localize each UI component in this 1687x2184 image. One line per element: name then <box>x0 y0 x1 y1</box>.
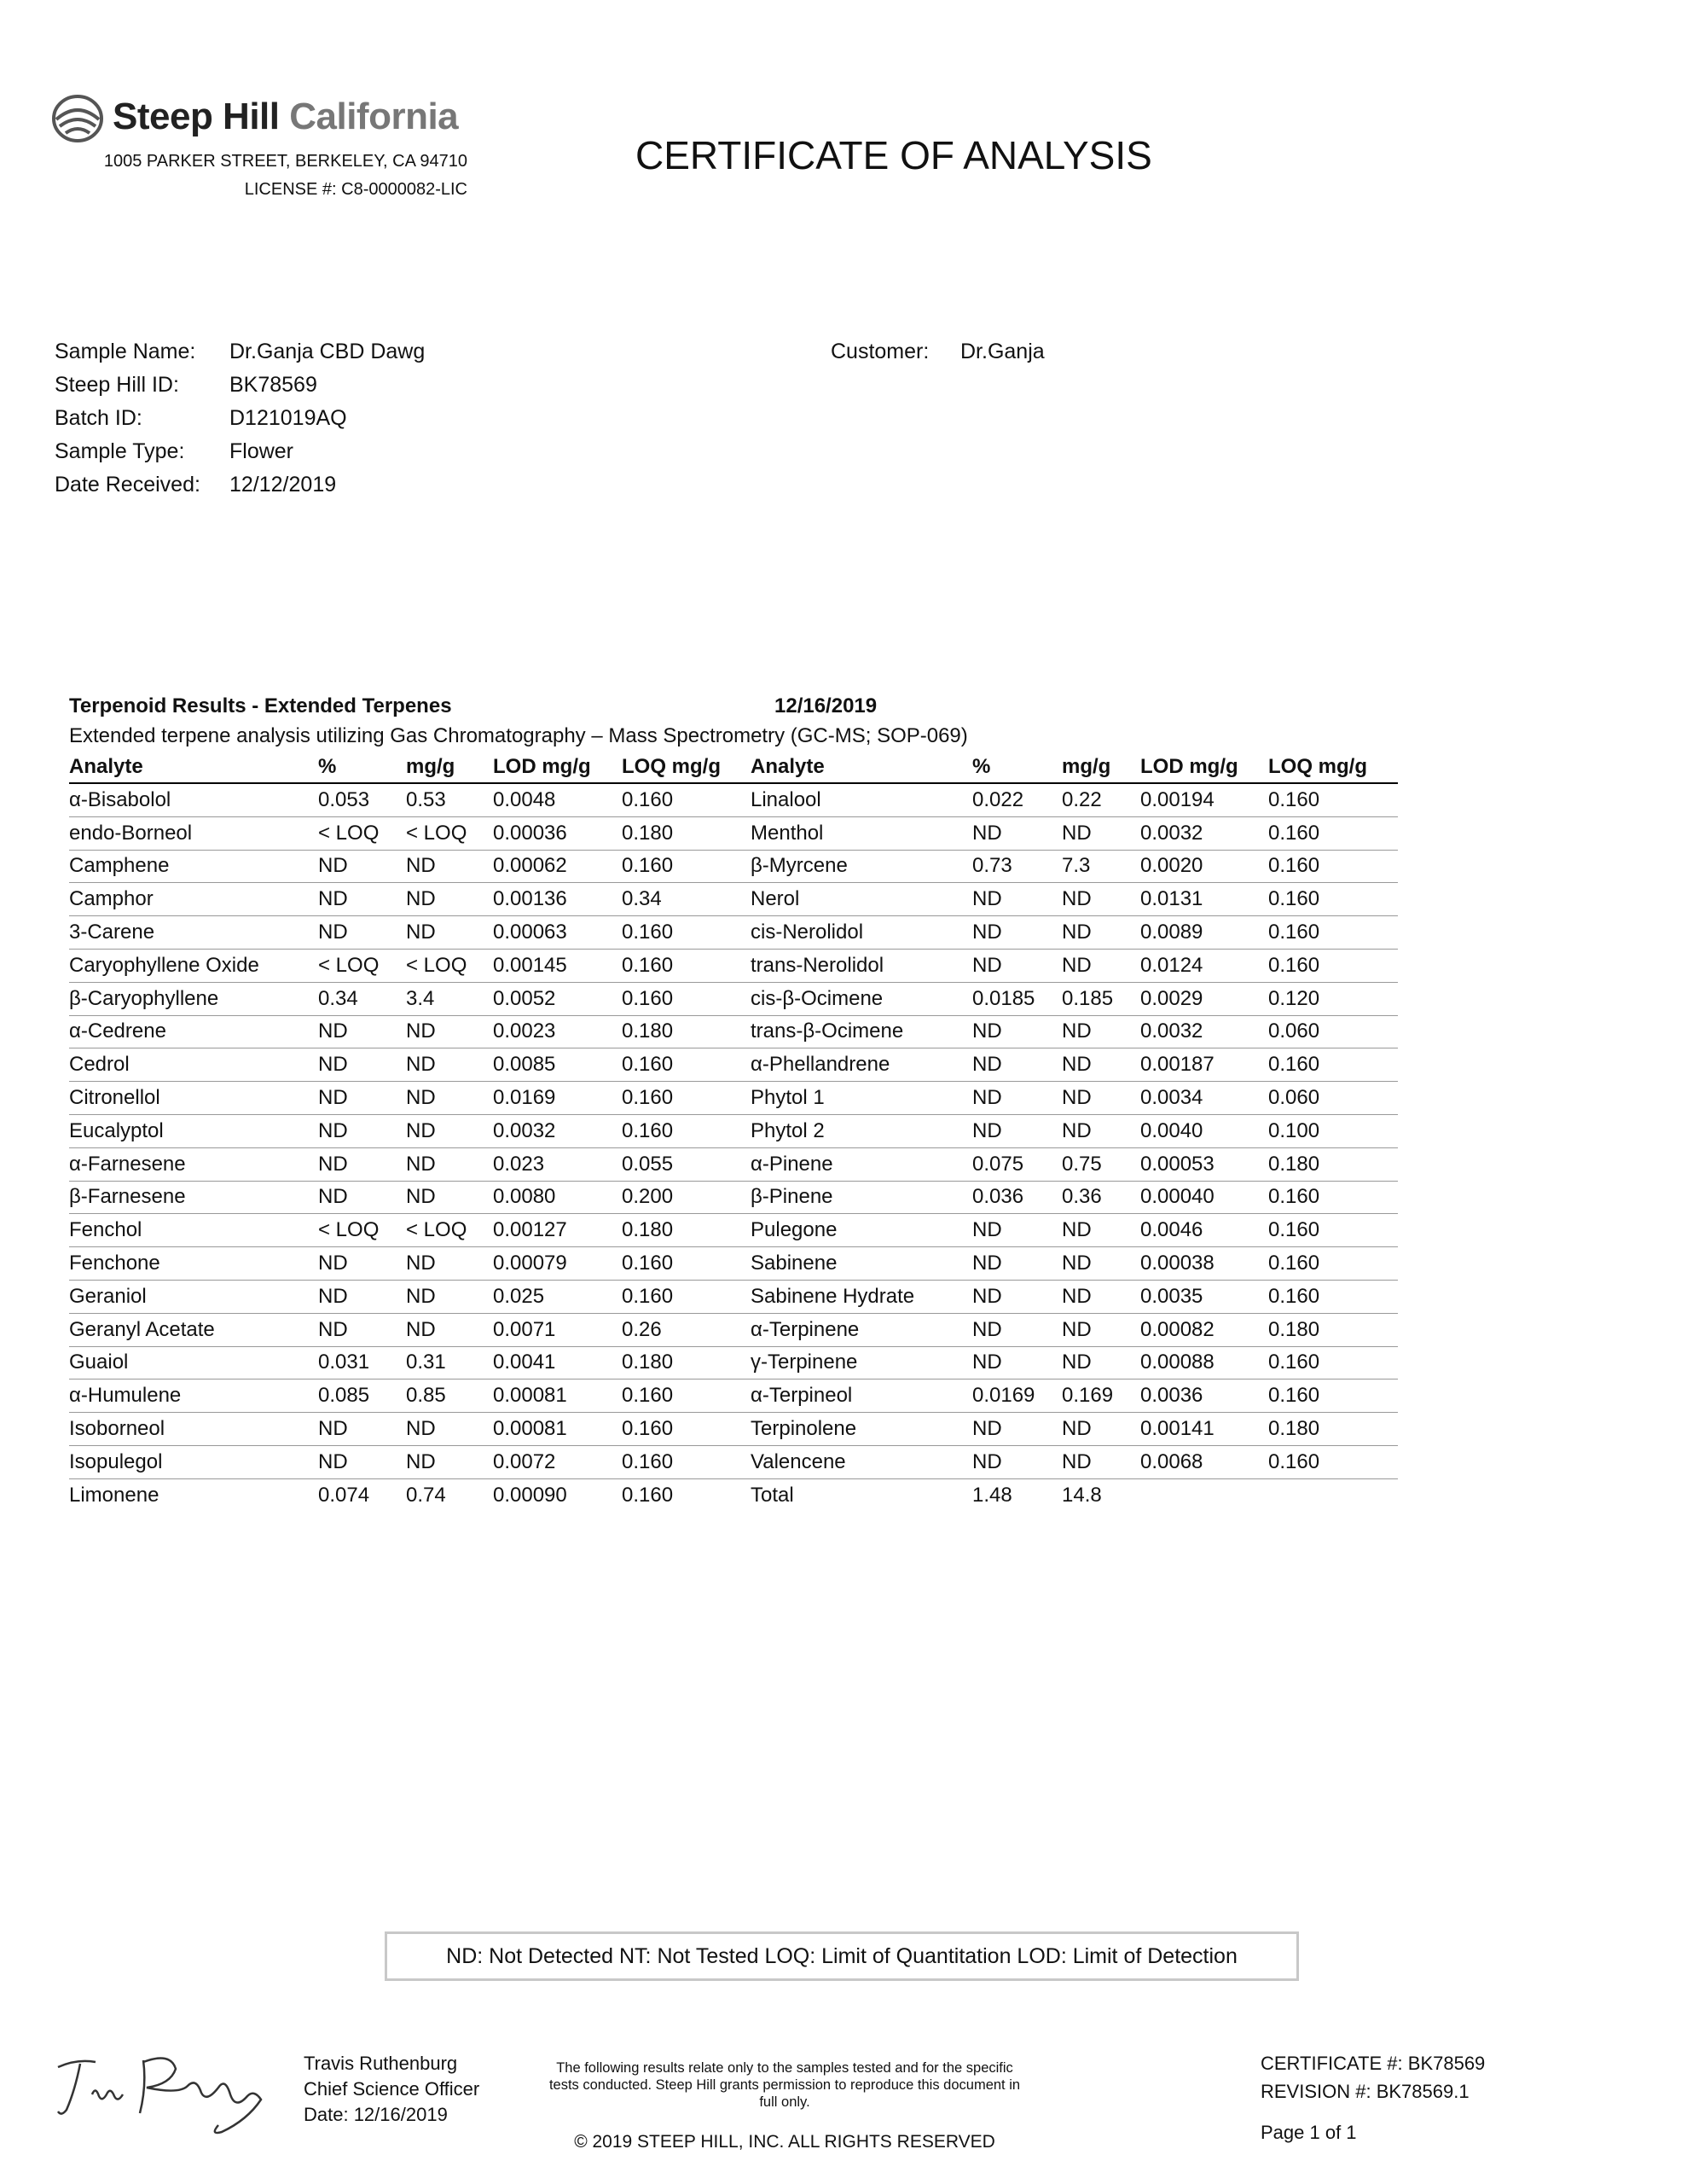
value-cell: 0.0085 <box>493 1048 622 1082</box>
analyte-cell: β-Pinene <box>751 1181 972 1214</box>
value-cell: 0.0035 <box>1140 1280 1268 1313</box>
signer-name: Travis Ruthenburg <box>304 2053 458 2074</box>
value-cell: 0.0040 <box>1140 1114 1268 1147</box>
value-cell: 0.120 <box>1268 982 1398 1015</box>
analyte-cell: Guaiol <box>69 1346 318 1380</box>
analyte-cell: 3-Carene <box>69 916 318 950</box>
value-cell: ND <box>972 1214 1062 1247</box>
date-received-label: Date Received: <box>55 473 200 497</box>
value-cell: 0.160 <box>622 850 751 883</box>
value-cell: 0.00141 <box>1140 1413 1268 1446</box>
steep-hill-id-value: BK78569 <box>229 373 317 397</box>
value-cell: 0.160 <box>1268 1247 1398 1281</box>
value-cell: 0.160 <box>622 1082 751 1115</box>
analyte-cell: Fenchone <box>69 1247 318 1281</box>
value-cell: 0.160 <box>1268 1346 1398 1380</box>
batch-id-value: D121019AQ <box>229 406 347 430</box>
value-cell: 0.160 <box>622 916 751 950</box>
value-cell: 0.160 <box>1268 916 1398 950</box>
value-cell: ND <box>318 1082 406 1115</box>
table-row <box>69 1082 1398 1115</box>
value-cell: 0.00136 <box>493 883 622 916</box>
sample-name-label: Sample Name: <box>55 340 196 363</box>
value-cell: 0.00081 <box>493 1380 622 1413</box>
value-cell: 0.160 <box>1268 816 1398 850</box>
value-cell: ND <box>318 1048 406 1082</box>
document-title: CERTIFICATE OF ANALYSIS <box>635 133 1152 177</box>
results-title: Terpenoid Results - Extended Terpenes <box>69 694 452 717</box>
value-cell: 0.185 <box>1062 982 1140 1015</box>
table-row <box>69 1478 1398 1511</box>
column-header: LOQ mg/g <box>622 751 751 783</box>
table-row <box>69 1114 1398 1147</box>
value-cell: ND <box>406 1147 493 1181</box>
value-cell: 0.0034 <box>1140 1082 1268 1115</box>
value-cell: ND <box>972 1247 1062 1281</box>
results-description: Extended terpene analysis utilizing Gas Chromatography – Mass Spectrometry (GC-MS; SOP-069) <box>69 724 968 747</box>
value-cell: 0.160 <box>622 982 751 1015</box>
table-row <box>69 949 1398 982</box>
value-cell: ND <box>318 916 406 950</box>
company-logo <box>51 92 478 145</box>
value-cell: ND <box>1062 1413 1140 1446</box>
value-cell: 0.160 <box>622 949 751 982</box>
value-cell: < LOQ <box>318 816 406 850</box>
value-cell: 0.0032 <box>1140 1015 1268 1048</box>
value-cell: ND <box>1062 1445 1140 1478</box>
analyte-cell: Citronellol <box>69 1082 318 1115</box>
date-received-value: 12/12/2019 <box>229 473 337 497</box>
value-cell: ND <box>972 949 1062 982</box>
value-cell: ND <box>406 1280 493 1313</box>
analyte-cell: trans-β-Ocimene <box>751 1015 972 1048</box>
analyte-cell: endo-Borneol <box>69 816 318 850</box>
value-cell: ND <box>1062 1048 1140 1082</box>
analyte-cell: α-Humulene <box>69 1380 318 1413</box>
value-cell: 0.074 <box>318 1483 370 1507</box>
column-header: % <box>972 751 1062 783</box>
value-cell: ND <box>1062 1346 1140 1380</box>
value-cell: ND <box>406 1114 493 1147</box>
value-cell: 0.160 <box>622 1380 751 1413</box>
analyte-cell: Total <box>751 1483 794 1507</box>
value-cell: 0.160 <box>1268 1181 1398 1214</box>
table-row <box>69 1445 1398 1478</box>
column-header: Analyte <box>751 751 972 783</box>
sample-type-value: Flower <box>229 439 294 463</box>
analyte-cell: Sabinene Hydrate <box>751 1280 972 1313</box>
copyright-text: © 2019 STEEP HILL, INC. ALL RIGHTS RESERVED <box>574 2132 995 2152</box>
value-cell: 0.00038 <box>1140 1247 1268 1281</box>
customer-label: Customer: <box>831 340 930 363</box>
value-cell: 0.160 <box>622 1114 751 1147</box>
value-cell: < LOQ <box>318 949 406 982</box>
analyte-cell: Limonene <box>69 1483 159 1507</box>
value-cell: 0.31 <box>406 1346 493 1380</box>
value-cell: ND <box>318 1015 406 1048</box>
value-cell: 0.0169 <box>493 1082 622 1115</box>
value-cell: ND <box>406 916 493 950</box>
column-header: LOD mg/g <box>493 751 622 783</box>
value-cell: ND <box>406 883 493 916</box>
value-cell: ND <box>406 1082 493 1115</box>
column-header: Analyte <box>69 751 318 783</box>
value-cell: 0.180 <box>622 816 751 850</box>
analyte-cell: Phytol 2 <box>751 1114 972 1147</box>
value-cell: 0.22 <box>1062 783 1140 816</box>
value-cell: < LOQ <box>318 1214 406 1247</box>
value-cell: 0.00187 <box>1140 1048 1268 1082</box>
value-cell: ND <box>972 816 1062 850</box>
value-cell: ND <box>318 1247 406 1281</box>
value-cell: 0.0185 <box>972 982 1062 1015</box>
analyte-cell: trans-Nerolidol <box>751 949 972 982</box>
value-cell: 0.00088 <box>1140 1346 1268 1380</box>
column-header: % <box>318 751 406 783</box>
sample-type-label: Sample Type: <box>55 439 185 463</box>
lab-license: LICENSE #: C8-0000082-LIC <box>244 180 467 199</box>
table-row <box>69 982 1398 1015</box>
table-row <box>69 1380 1398 1413</box>
value-cell: ND <box>972 1015 1062 1048</box>
value-cell: 0.74 <box>406 1483 446 1507</box>
steep-hill-logo-icon <box>51 94 104 143</box>
analyte-cell: cis-β-Ocimene <box>751 982 972 1015</box>
value-cell: 0.75 <box>1062 1147 1140 1181</box>
analyte-cell: Eucalyptol <box>69 1114 318 1147</box>
value-cell: 0.160 <box>1268 1445 1398 1478</box>
table-row <box>69 1181 1398 1214</box>
value-cell: 0.00053 <box>1140 1147 1268 1181</box>
value-cell: 0.160 <box>1268 949 1398 982</box>
value-cell: 0.0124 <box>1140 949 1268 982</box>
value-cell: 0.060 <box>1268 1015 1398 1048</box>
value-cell: ND <box>406 1048 493 1082</box>
value-cell: ND <box>318 883 406 916</box>
customer-value: Dr.Ganja <box>960 340 1045 363</box>
value-cell: ND <box>318 1280 406 1313</box>
table-row <box>69 1280 1398 1313</box>
value-cell: 0.160 <box>1268 1280 1398 1313</box>
value-cell: < LOQ <box>406 816 493 850</box>
value-cell: 0.00082 <box>1140 1313 1268 1346</box>
value-cell: ND <box>972 1048 1062 1082</box>
analyte-cell: Caryophyllene Oxide <box>69 949 318 982</box>
table-header-row <box>69 751 1398 783</box>
lab-address: 1005 PARKER STREET, BERKELEY, CA 94710 <box>103 152 467 171</box>
analyte-cell: Valencene <box>751 1445 972 1478</box>
value-cell: 0.0072 <box>493 1445 622 1478</box>
table-row <box>69 1015 1398 1048</box>
table-row <box>69 850 1398 883</box>
value-cell: ND <box>972 1280 1062 1313</box>
analyte-cell: Menthol <box>751 816 972 850</box>
signer-date: Date: 12/16/2019 <box>304 2104 448 2125</box>
value-cell: 0.00040 <box>1140 1181 1268 1214</box>
value-cell: 0.34 <box>622 883 751 916</box>
value-cell: 0.0029 <box>1140 982 1268 1015</box>
disclaimer-text: The following results relate only to the samples tested and for the specific tests conducted. Steep Hill grants permission to reproduce this document in full only. <box>548 2060 1021 2110</box>
value-cell: 0.00036 <box>493 816 622 850</box>
analyte-cell: Camphene <box>69 850 318 883</box>
table-row <box>69 1147 1398 1181</box>
value-cell: ND <box>406 850 493 883</box>
results-table-body <box>69 783 1398 1512</box>
value-cell: 0.0046 <box>1140 1214 1268 1247</box>
value-cell: 0.00079 <box>493 1247 622 1281</box>
table-row <box>69 883 1398 916</box>
value-cell: 0.0071 <box>493 1313 622 1346</box>
value-cell: 0.160 <box>622 1048 751 1082</box>
value-cell: 0.34 <box>318 982 406 1015</box>
value-cell: ND <box>406 1413 493 1446</box>
value-cell: 1.48 <box>972 1483 1012 1507</box>
signer-title: Chief Science Officer <box>304 2078 480 2100</box>
analyte-cell: Geranyl Acetate <box>69 1313 318 1346</box>
value-cell: 14.8 <box>1062 1483 1102 1507</box>
value-cell: 0.160 <box>1268 1380 1398 1413</box>
value-cell: 0.0131 <box>1140 883 1268 916</box>
value-cell: ND <box>972 1346 1062 1380</box>
value-cell: ND <box>1062 949 1140 982</box>
value-cell <box>1268 1478 1398 1511</box>
value-cell: ND <box>972 883 1062 916</box>
value-cell: 0.022 <box>972 783 1062 816</box>
abbreviation-legend: ND: Not Detected NT: Not Tested LOQ: Limit of Quantitation LOD: Limit of Detection <box>385 1931 1299 1981</box>
value-cell: 0.0089 <box>1140 916 1268 950</box>
value-cell: 0.160 <box>1268 883 1398 916</box>
value-cell: 0.160 <box>1268 783 1398 816</box>
value-cell: 0.180 <box>1268 1313 1398 1346</box>
value-cell: 0.100 <box>1268 1114 1398 1147</box>
value-cell: ND <box>406 1247 493 1281</box>
value-cell: 0.26 <box>622 1313 751 1346</box>
value-cell: 0.180 <box>622 1346 751 1380</box>
analyte-cell: Nerol <box>751 883 972 916</box>
value-cell: 0.160 <box>622 783 751 816</box>
value-cell: ND <box>318 1445 406 1478</box>
value-cell: 0.025 <box>493 1280 622 1313</box>
column-header: LOQ mg/g <box>1268 751 1398 783</box>
analyte-cell: β-Myrcene <box>751 850 972 883</box>
value-cell: 0.160 <box>622 1483 674 1507</box>
value-cell: ND <box>972 1082 1062 1115</box>
certificate-number: CERTIFICATE #: BK78569 <box>1261 2053 1486 2074</box>
value-cell: 0.36 <box>1062 1181 1140 1214</box>
value-cell: 0.180 <box>622 1214 751 1247</box>
value-cell: ND <box>1062 1015 1140 1048</box>
revision-number: REVISION #: BK78569.1 <box>1261 2081 1470 2102</box>
results-date: 12/16/2019 <box>774 694 878 717</box>
sample-name-value: Dr.Ganja CBD Dawg <box>229 340 426 363</box>
table-row <box>69 1413 1398 1446</box>
analyte-cell: cis-Nerolidol <box>751 916 972 950</box>
batch-id-label: Batch ID: <box>55 406 142 430</box>
table-row <box>69 1346 1398 1380</box>
signature-image <box>51 2043 281 2137</box>
logo-wordmark <box>113 96 458 138</box>
value-cell: < LOQ <box>406 949 493 982</box>
value-cell: ND <box>1062 1280 1140 1313</box>
value-cell: 0.023 <box>493 1147 622 1181</box>
analyte-cell: Pulegone <box>751 1214 972 1247</box>
value-cell <box>1140 1478 1268 1511</box>
value-cell: ND <box>318 1114 406 1147</box>
analyte-cell: Fenchol <box>69 1214 318 1247</box>
analyte-cell: α-Phellandrene <box>751 1048 972 1082</box>
value-cell: ND <box>1062 1313 1140 1346</box>
value-cell: 0.085 <box>318 1380 406 1413</box>
value-cell: 0.160 <box>622 1280 751 1313</box>
value-cell: 0.160 <box>622 1445 751 1478</box>
value-cell: 3.4 <box>406 982 493 1015</box>
analyte-cell: α-Farnesene <box>69 1147 318 1181</box>
value-cell: 0.0041 <box>493 1346 622 1380</box>
value-cell: ND <box>318 1313 406 1346</box>
analyte-cell: β-Farnesene <box>69 1181 318 1214</box>
table-row <box>69 916 1398 950</box>
value-cell: 0.160 <box>622 1247 751 1281</box>
value-cell: 0.00081 <box>493 1413 622 1446</box>
analyte-cell: Linalool <box>751 783 972 816</box>
analyte-cell: Cedrol <box>69 1048 318 1082</box>
value-cell: ND <box>1062 816 1140 850</box>
table-row <box>69 783 1398 816</box>
value-cell: 0.0169 <box>972 1380 1062 1413</box>
value-cell: 0.0048 <box>493 783 622 816</box>
analyte-cell: β-Caryophyllene <box>69 982 318 1015</box>
value-cell: ND <box>972 1413 1062 1446</box>
value-cell: ND <box>1062 916 1140 950</box>
column-header: mg/g <box>1062 751 1140 783</box>
value-cell: 0.73 <box>972 850 1062 883</box>
terpene-results-table <box>69 751 1398 1512</box>
value-cell: 0.00062 <box>493 850 622 883</box>
table-row <box>69 1214 1398 1247</box>
value-cell: ND <box>318 1181 406 1214</box>
analyte-cell: Isoborneol <box>69 1413 318 1446</box>
value-cell: ND <box>972 1445 1062 1478</box>
analyte-cell: Camphor <box>69 883 318 916</box>
value-cell: 0.85 <box>406 1380 493 1413</box>
analyte-cell: Geraniol <box>69 1280 318 1313</box>
value-cell: 0.036 <box>972 1181 1062 1214</box>
value-cell: 0.0023 <box>493 1015 622 1048</box>
value-cell: ND <box>406 1181 493 1214</box>
value-cell: 0.053 <box>318 783 406 816</box>
value-cell: 0.060 <box>1268 1082 1398 1115</box>
table-row <box>69 816 1398 850</box>
value-cell: 0.00145 <box>493 949 622 982</box>
value-cell: ND <box>318 1147 406 1181</box>
value-cell: ND <box>406 1015 493 1048</box>
value-cell: ND <box>406 1445 493 1478</box>
column-header: LOD mg/g <box>1140 751 1268 783</box>
value-cell: ND <box>972 1114 1062 1147</box>
value-cell: 0.00194 <box>1140 783 1268 816</box>
table-row <box>69 1313 1398 1346</box>
column-header: mg/g <box>406 751 493 783</box>
value-cell: 0.160 <box>622 1413 751 1446</box>
value-cell: ND <box>1062 883 1140 916</box>
value-cell: 0.169 <box>1062 1380 1140 1413</box>
value-cell: 7.3 <box>1062 850 1140 883</box>
value-cell: 0.53 <box>406 783 493 816</box>
value-cell: 0.055 <box>622 1147 751 1181</box>
value-cell: 0.0080 <box>493 1181 622 1214</box>
value-cell: 0.200 <box>622 1181 751 1214</box>
value-cell: 0.180 <box>1268 1413 1398 1446</box>
value-cell: 0.00090 <box>493 1483 567 1507</box>
value-cell: 0.031 <box>318 1346 406 1380</box>
table-row <box>69 1048 1398 1082</box>
value-cell: 0.0036 <box>1140 1380 1268 1413</box>
value-cell: ND <box>318 1413 406 1446</box>
value-cell: < LOQ <box>406 1214 493 1247</box>
value-cell: ND <box>406 1313 493 1346</box>
value-cell: 0.180 <box>622 1015 751 1048</box>
value-cell: ND <box>318 850 406 883</box>
analyte-cell: α-Terpinene <box>751 1313 972 1346</box>
analyte-cell: α-Terpineol <box>751 1380 972 1413</box>
analyte-cell: Phytol 1 <box>751 1082 972 1115</box>
value-cell: 0.0032 <box>1140 816 1268 850</box>
value-cell: ND <box>972 1313 1062 1346</box>
value-cell: ND <box>972 916 1062 950</box>
value-cell: ND <box>1062 1082 1140 1115</box>
value-cell: ND <box>1062 1114 1140 1147</box>
analyte-cell: α-Pinene <box>751 1147 972 1181</box>
value-cell: 0.0068 <box>1140 1445 1268 1478</box>
page-number: Page 1 of 1 <box>1261 2122 1357 2143</box>
value-cell: 0.0052 <box>493 982 622 1015</box>
analyte-cell: α-Cedrene <box>69 1015 318 1048</box>
value-cell: 0.160 <box>1268 1214 1398 1247</box>
value-cell: 0.0032 <box>493 1114 622 1147</box>
value-cell: 0.00127 <box>493 1214 622 1247</box>
table-row <box>69 1247 1398 1281</box>
value-cell: 0.075 <box>972 1147 1062 1181</box>
value-cell: 0.160 <box>1268 850 1398 883</box>
value-cell: 0.160 <box>1268 1048 1398 1082</box>
logo-text-secondary: California <box>289 96 459 137</box>
value-cell: 0.00063 <box>493 916 622 950</box>
value-cell: ND <box>1062 1247 1140 1281</box>
analyte-cell: Terpinolene <box>751 1413 972 1446</box>
analyte-cell: Isopulegol <box>69 1445 318 1478</box>
value-cell: ND <box>1062 1214 1140 1247</box>
value-cell: 0.180 <box>1268 1147 1398 1181</box>
analyte-cell: γ-Terpinene <box>751 1346 972 1380</box>
steep-hill-id-label: Steep Hill ID: <box>55 373 179 397</box>
logo-text-primary: Steep Hill <box>113 96 280 137</box>
value-cell: 0.0020 <box>1140 850 1268 883</box>
analyte-cell: α-Bisabolol <box>69 783 318 816</box>
analyte-cell: Sabinene <box>751 1247 972 1281</box>
